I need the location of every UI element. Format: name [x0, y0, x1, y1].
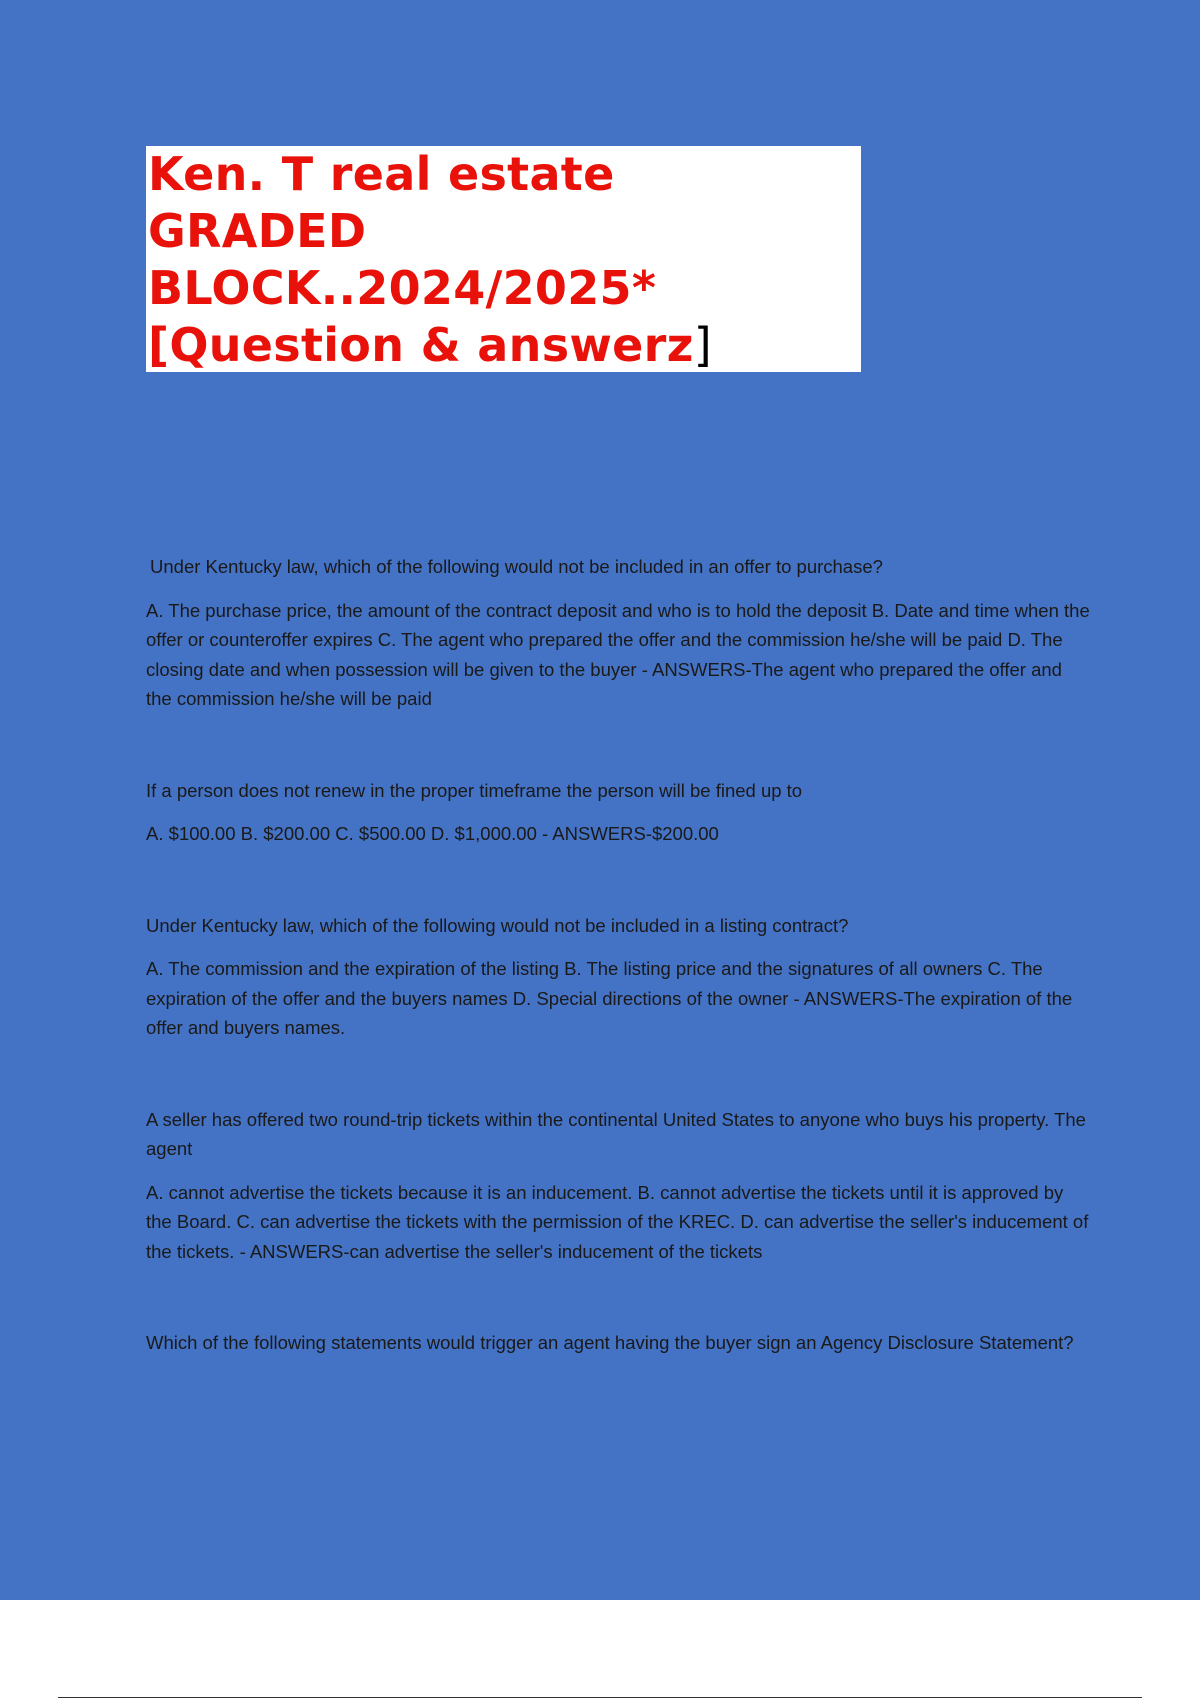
- title-line-2: GRADED: [148, 204, 367, 258]
- question-text: A seller has offered two round-trip tickets within the continental United States to anyone who buys his property. The agent: [146, 1108, 1086, 1159]
- title-box: [146, 146, 861, 372]
- qa-item: [146, 552, 1091, 714]
- answer-text: A. cannot advertise the tickets because it is an inducement. B. cannot advertise the tickets until it is approved by the Board. C. can advertise the tickets with the permission of the KREC. D. can advertise the seller's inducement of the tickets. - ANSWERS-can advertise the seller's inducement of the tickets: [146, 1181, 1089, 1262]
- question-text: Which of the following statements would trigger an agent having the buyer sign an Agency Disclosure Statement?: [146, 1332, 1074, 1353]
- question-text: Under Kentucky law, which of the following would not be included in a listing contract?: [146, 914, 849, 936]
- title-line-3: BLOCK..2024/2025*: [148, 261, 657, 315]
- title-line-4: [148, 317, 861, 374]
- title-line-4-text: [Question & answerz: [148, 318, 694, 372]
- footer-divider: [58, 1697, 1142, 1698]
- title-line-1: Ken. T real estate: [148, 147, 615, 201]
- answer-text: A. $100.00 B. $200.00 C. $500.00 D. $1,000.00 - ANSWERS-$200.00: [146, 823, 719, 844]
- answer-text: A. The purchase price, the amount of the contract deposit and who is to hold the deposit B. Date and time when the offer or counteroffer expires C. The agent who prepared the offer and the commission he/she will be paid D. The closing date and when possession will be given to the buyer - ANSWERS-The agent who prepared the offer and the commission he/she will be paid: [146, 599, 1090, 709]
- qa-item: [146, 911, 1091, 1043]
- answer-text: A. The commission and the expiration of the listing B. The listing price and the signatures of all owners C. The expiration of the offer and the buyers names D. Special directions of the owner - ANSWERS-The expiration of the offer and buyers names.: [146, 958, 1073, 1038]
- title-closing-bracket: ]: [693, 318, 712, 372]
- qa-item: [146, 1328, 1091, 1358]
- question-text: Under Kentucky law, which of the following would not be included in an offer to purchase?: [150, 556, 883, 577]
- qa-item: [146, 776, 1091, 849]
- question-text: If a person does not renew in the proper timeframe the person will be fined up to: [146, 779, 803, 801]
- qa-list: [146, 552, 1091, 1420]
- qa-item: [146, 1105, 1091, 1267]
